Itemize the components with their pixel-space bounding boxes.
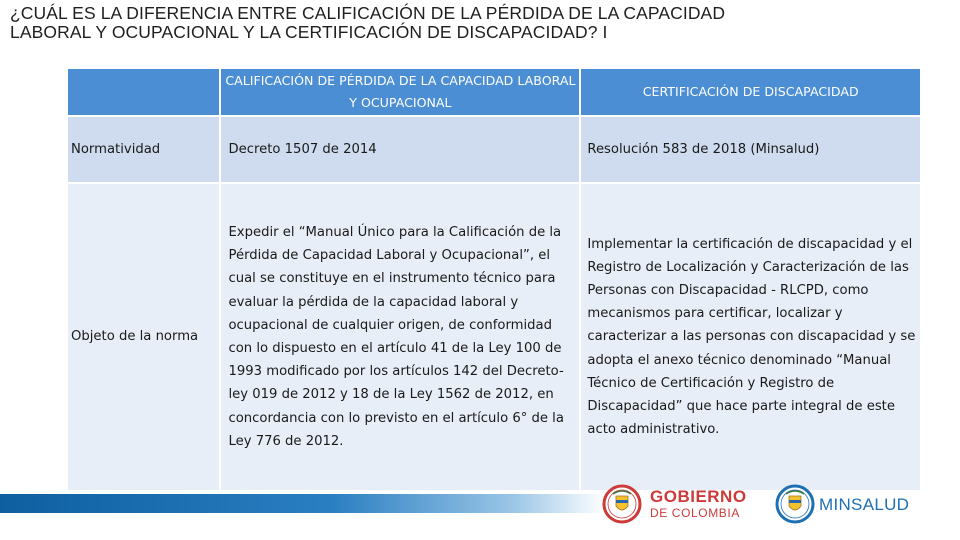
footer-logos — [600, 480, 930, 530]
gobierno-logo-line1: GOBIERNO — [650, 487, 747, 506]
slide-title: ¿CUÁL ES LA DIFERENCIA ENTRE CALIFICACIÓN DE LA PÉRDIDA DE LA CAPACIDAD LABORAL Y OCUPACIONAL Y LA CERTIFICACIÓN DE DISCAPACIDAD? I — [10, 3, 726, 42]
cell-objeto-calificacion: Expedir el “Manual Único para la Calificación de la Pérdida de Capacidad Laboral y Ocupacional”, el cual se constituye en el instrumento técnico para evaluar la pérdida de la capacidad laboral y ocupacional de cualquier origen, de conformidad con lo dispuesto en el artículo 41 de la Ley 100 de 1993 modificado por los artículos 142 del Decreto-ley 019 de 2012 y 18 de la Ley 1562 de 2012, en concordancia con lo previsto en el artículo 6° de la Ley 776 de 2012. — [220, 183, 580, 491]
header-cell-empty — [67, 68, 220, 116]
gobierno-logo-line2: DE COLOMBIA — [650, 506, 740, 520]
colombia-shield-icon — [604, 486, 640, 522]
table-row — [67, 183, 921, 491]
cell-normatividad-certificacion: Resolución 583 de 2018 (Minsalud) — [580, 116, 921, 183]
decorative-bottom-bar — [0, 494, 605, 513]
comparison-table — [66, 67, 922, 492]
minsalud-logo-text: MINSALUD — [819, 495, 910, 514]
minsalud-shield-icon — [777, 486, 813, 522]
header-cell-calificacion: CALIFICACIÓN DE PÉRDIDA DE LA CAPACIDAD LABORAL Y OCUPACIONAL — [220, 68, 580, 116]
cell-objeto-certificacion: Implementar la certificación de discapacidad y el Registro de Localización y Caracterización de las Personas con Discapacidad - RLCPD, como mecanismos para certificar, localizar y caracterizar a las personas con discapacidad y se adopta el anexo técnico denominado “Manual Técnico de Certificación y Registro de Discapacidad” que hace parte integral de este acto administrativo. — [580, 183, 921, 491]
cell-normatividad-calificacion: Decreto 1507 de 2014 — [220, 116, 580, 183]
table-row — [67, 116, 921, 183]
table-header-row — [67, 68, 921, 116]
row-label-normatividad: Normatividad — [67, 116, 220, 183]
header-cell-certificacion: CERTIFICACIÓN DE DISCAPACIDAD — [580, 68, 921, 116]
row-label-objeto: Objeto de la norma — [67, 183, 220, 491]
